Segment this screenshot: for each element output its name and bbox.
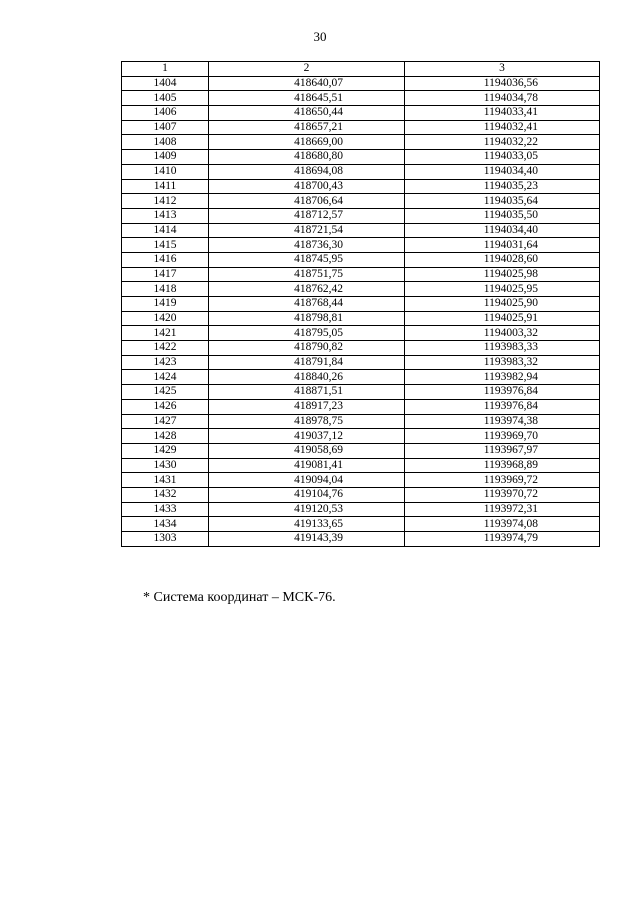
table-row <box>122 91 600 106</box>
y-coordinate-cell: 1194035,23 <box>405 179 600 194</box>
table-row <box>122 150 600 165</box>
x-coordinate-cell: 418840,26 <box>209 370 405 385</box>
table-row <box>122 370 600 385</box>
table-header-row <box>122 62 600 77</box>
table-row <box>122 194 600 209</box>
x-coordinate-cell: 418694,08 <box>209 164 405 179</box>
table-row <box>122 135 600 150</box>
point-number-cell: 1404 <box>122 76 209 91</box>
point-number-cell: 1427 <box>122 414 209 429</box>
x-coordinate-cell: 418871,51 <box>209 385 405 400</box>
y-coordinate-cell: 1194034,40 <box>405 223 600 238</box>
x-coordinate-cell: 418721,54 <box>209 223 405 238</box>
table-row <box>122 223 600 238</box>
y-coordinate-cell: 1194028,60 <box>405 252 600 267</box>
y-coordinate-cell: 1193974,08 <box>405 517 600 532</box>
y-coordinate-cell: 1193969,72 <box>405 473 600 488</box>
column-header-point: 1 <box>122 62 209 77</box>
x-coordinate-cell: 419037,12 <box>209 429 405 444</box>
table-row <box>122 208 600 223</box>
x-coordinate-cell: 418669,00 <box>209 135 405 150</box>
x-coordinate-cell: 418745,95 <box>209 252 405 267</box>
point-number-cell: 1407 <box>122 120 209 135</box>
table-row <box>122 532 600 547</box>
x-coordinate-cell: 419081,41 <box>209 458 405 473</box>
point-number-cell: 1421 <box>122 326 209 341</box>
point-number-cell: 1410 <box>122 164 209 179</box>
point-number-cell: 1405 <box>122 91 209 106</box>
y-coordinate-cell: 1193972,31 <box>405 502 600 517</box>
coordinates-table <box>121 61 600 547</box>
x-coordinate-cell: 418790,82 <box>209 341 405 356</box>
page-number: 30 <box>313 29 327 44</box>
point-number-cell: 1418 <box>122 282 209 297</box>
table-row <box>122 341 600 356</box>
y-coordinate-cell: 1194034,78 <box>405 91 600 106</box>
y-coordinate-cell: 1193974,38 <box>405 414 600 429</box>
x-coordinate-cell: 418650,44 <box>209 106 405 121</box>
table-row <box>122 238 600 253</box>
y-coordinate-cell: 1193983,33 <box>405 341 600 356</box>
x-coordinate-cell: 419143,39 <box>209 532 405 547</box>
x-coordinate-cell: 419104,76 <box>209 487 405 502</box>
point-number-cell: 1417 <box>122 267 209 282</box>
point-number-cell: 1414 <box>122 223 209 238</box>
point-number-cell: 1411 <box>122 179 209 194</box>
x-coordinate-cell: 419058,69 <box>209 443 405 458</box>
point-number-cell: 1413 <box>122 208 209 223</box>
table-row <box>122 399 600 414</box>
x-coordinate-cell: 418640,07 <box>209 76 405 91</box>
x-coordinate-cell: 418795,05 <box>209 326 405 341</box>
point-number-cell: 1406 <box>122 106 209 121</box>
point-number-cell: 1430 <box>122 458 209 473</box>
point-number-cell: 1425 <box>122 385 209 400</box>
y-coordinate-cell: 1194033,05 <box>405 150 600 165</box>
y-coordinate-cell: 1193967,97 <box>405 443 600 458</box>
x-coordinate-cell: 418798,81 <box>209 311 405 326</box>
x-coordinate-cell: 418712,57 <box>209 208 405 223</box>
column-header-y: 3 <box>405 62 600 77</box>
table-row <box>122 297 600 312</box>
y-coordinate-cell: 1194031,64 <box>405 238 600 253</box>
x-coordinate-cell: 418768,44 <box>209 297 405 312</box>
y-coordinate-cell: 1194036,56 <box>405 76 600 91</box>
x-coordinate-cell: 418978,75 <box>209 414 405 429</box>
table-row <box>122 282 600 297</box>
table-row <box>122 326 600 341</box>
y-coordinate-cell: 1193983,32 <box>405 355 600 370</box>
x-coordinate-cell: 418645,51 <box>209 91 405 106</box>
y-coordinate-cell: 1193968,89 <box>405 458 600 473</box>
point-number-cell: 1416 <box>122 252 209 267</box>
x-coordinate-cell: 418736,30 <box>209 238 405 253</box>
point-number-cell: 1412 <box>122 194 209 209</box>
y-coordinate-cell: 1194032,22 <box>405 135 600 150</box>
table-body <box>122 76 600 546</box>
y-coordinate-cell: 1193976,84 <box>405 385 600 400</box>
point-number-cell: 1426 <box>122 399 209 414</box>
x-coordinate-cell: 419133,65 <box>209 517 405 532</box>
footnote: * Система координат – МСК-76. <box>143 590 336 605</box>
y-coordinate-cell: 1194025,95 <box>405 282 600 297</box>
y-coordinate-cell: 1194025,90 <box>405 297 600 312</box>
table-row <box>122 414 600 429</box>
x-coordinate-cell: 418762,42 <box>209 282 405 297</box>
x-coordinate-cell: 419094,04 <box>209 473 405 488</box>
point-number-cell: 1431 <box>122 473 209 488</box>
y-coordinate-cell: 1194033,41 <box>405 106 600 121</box>
y-coordinate-cell: 1193969,70 <box>405 429 600 444</box>
point-number-cell: 1423 <box>122 355 209 370</box>
y-coordinate-cell: 1194003,32 <box>405 326 600 341</box>
point-number-cell: 1433 <box>122 502 209 517</box>
column-header-x: 2 <box>209 62 405 77</box>
table-row <box>122 502 600 517</box>
table-row <box>122 385 600 400</box>
point-number-cell: 1303 <box>122 532 209 547</box>
point-number-cell: 1434 <box>122 517 209 532</box>
x-coordinate-cell: 418791,84 <box>209 355 405 370</box>
table-row <box>122 429 600 444</box>
point-number-cell: 1408 <box>122 135 209 150</box>
y-coordinate-cell: 1194025,91 <box>405 311 600 326</box>
point-number-cell: 1432 <box>122 487 209 502</box>
point-number-cell: 1429 <box>122 443 209 458</box>
point-number-cell: 1409 <box>122 150 209 165</box>
table-row <box>122 106 600 121</box>
point-number-cell: 1424 <box>122 370 209 385</box>
table-row <box>122 473 600 488</box>
y-coordinate-cell: 1194034,40 <box>405 164 600 179</box>
y-coordinate-cell: 1193976,84 <box>405 399 600 414</box>
x-coordinate-cell: 418657,21 <box>209 120 405 135</box>
table-row <box>122 252 600 267</box>
table-row <box>122 120 600 135</box>
x-coordinate-cell: 418751,75 <box>209 267 405 282</box>
point-number-cell: 1422 <box>122 341 209 356</box>
y-coordinate-cell: 1194035,50 <box>405 208 600 223</box>
y-coordinate-cell: 1193970,72 <box>405 487 600 502</box>
point-number-cell: 1415 <box>122 238 209 253</box>
point-number-cell: 1419 <box>122 297 209 312</box>
x-coordinate-cell: 418680,80 <box>209 150 405 165</box>
y-coordinate-cell: 1194032,41 <box>405 120 600 135</box>
table-row <box>122 179 600 194</box>
x-coordinate-cell: 418706,64 <box>209 194 405 209</box>
x-coordinate-cell: 418700,43 <box>209 179 405 194</box>
y-coordinate-cell: 1194035,64 <box>405 194 600 209</box>
table-row <box>122 164 600 179</box>
x-coordinate-cell: 418917,23 <box>209 399 405 414</box>
y-coordinate-cell: 1194025,98 <box>405 267 600 282</box>
table-row <box>122 76 600 91</box>
y-coordinate-cell: 1193982,94 <box>405 370 600 385</box>
table-row <box>122 517 600 532</box>
table-row <box>122 267 600 282</box>
point-number-cell: 1428 <box>122 429 209 444</box>
x-coordinate-cell: 419120,53 <box>209 502 405 517</box>
y-coordinate-cell: 1193974,79 <box>405 532 600 547</box>
table-row <box>122 311 600 326</box>
table-row <box>122 458 600 473</box>
table-row <box>122 487 600 502</box>
point-number-cell: 1420 <box>122 311 209 326</box>
table-row <box>122 355 600 370</box>
table-row <box>122 443 600 458</box>
